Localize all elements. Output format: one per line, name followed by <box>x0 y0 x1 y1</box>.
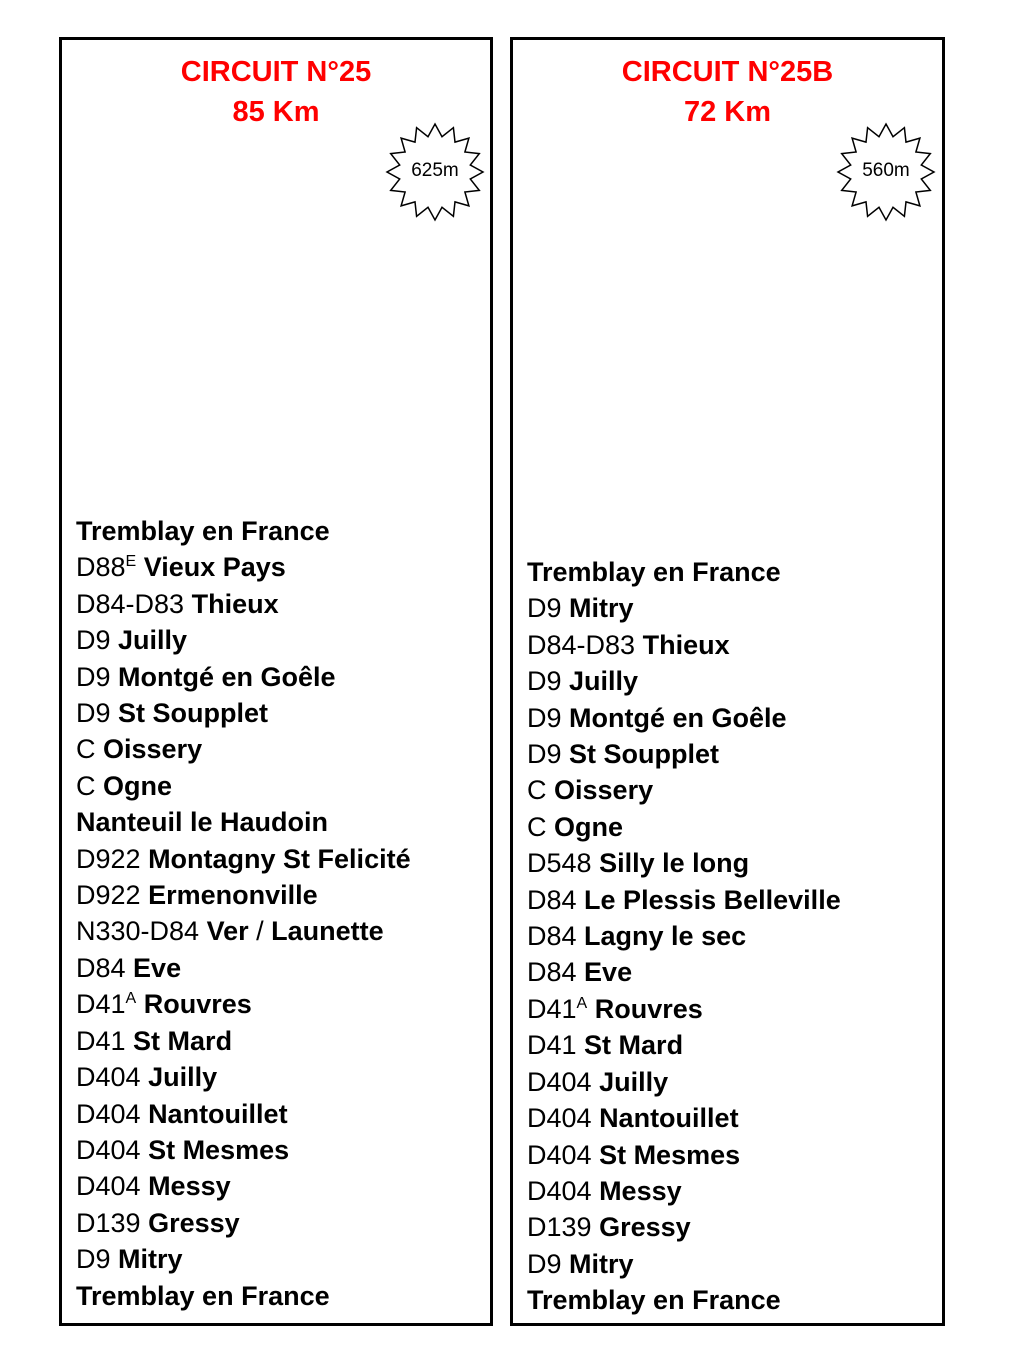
place-name: Oissery <box>103 734 203 765</box>
route-step <box>76 950 411 986</box>
place-name: Thieux <box>191 588 279 619</box>
road-suffix: A <box>576 994 588 1012</box>
route-step <box>527 736 841 772</box>
route-step <box>527 772 841 808</box>
place-name: Launette <box>271 916 384 947</box>
route-step <box>76 1278 411 1314</box>
route-step <box>527 590 841 626</box>
route-step <box>527 700 841 736</box>
route-step <box>76 1023 411 1059</box>
route-step <box>527 1027 841 1063</box>
place-separator: / <box>248 916 272 947</box>
place-name: Nanteuil le Haudoin <box>76 807 329 838</box>
road-number: D41 <box>527 993 577 1024</box>
place-name: Tremblay en France <box>527 557 781 587</box>
route-step <box>527 554 841 590</box>
place-name: Gressy <box>599 1212 691 1243</box>
place-name: St Mard <box>133 1025 233 1056</box>
route-step <box>76 1241 411 1277</box>
place-name: Juilly <box>569 666 639 697</box>
place-name: Oissery <box>554 775 654 806</box>
route-step <box>527 845 841 881</box>
place-name: Vieux Pays <box>143 552 286 583</box>
place-name: Juilly <box>118 625 188 656</box>
road-number: D84 <box>527 957 577 988</box>
place-name: Rouvres <box>143 989 252 1020</box>
route-step <box>527 627 841 663</box>
route-step <box>76 549 411 585</box>
road-number: D9 <box>527 702 562 733</box>
road-number: D9 <box>76 625 111 656</box>
elevation-gain-text: 625m <box>411 160 459 181</box>
circuit-name: CIRCUIT N°25 <box>180 56 372 88</box>
circuit-name: CIRCUIT N°25B <box>621 56 834 88</box>
route-step <box>527 663 841 699</box>
place-name: Mitry <box>118 1244 183 1275</box>
route-step <box>76 586 411 622</box>
place-name: Mitry <box>569 1248 634 1279</box>
road-number: D9 <box>527 593 562 624</box>
road-number: D41 <box>76 989 126 1020</box>
road-number: D9 <box>527 1248 562 1279</box>
place-name: St Soupplet <box>118 698 269 729</box>
route-step <box>76 804 411 840</box>
road-number: D84-D83 <box>527 629 636 660</box>
place-name: Montgé en Goêle <box>118 661 336 692</box>
place-name: Messy <box>599 1175 682 1206</box>
route-step <box>527 991 841 1027</box>
place-name: Eve <box>133 952 182 983</box>
road-number: D84 <box>76 952 126 983</box>
route-step <box>527 1173 841 1209</box>
place-name: Lagny le sec <box>584 921 747 952</box>
road-suffix: E <box>125 553 137 571</box>
road-number: C <box>76 770 96 801</box>
road-number: D139 <box>527 1212 592 1243</box>
place-name: Tremblay en France <box>76 1280 330 1311</box>
place-name: Thieux <box>642 629 730 660</box>
place-name: Mitry <box>569 593 634 624</box>
road-number: C <box>76 734 96 765</box>
place-name: Juilly <box>148 1062 218 1093</box>
road-suffix: A <box>125 990 137 1008</box>
road-number: D84 <box>527 884 577 915</box>
road-number: D41 <box>76 1025 126 1056</box>
road-number: D404 <box>76 1134 141 1165</box>
place-name: Ogne <box>103 770 173 801</box>
road-number: D922 <box>76 843 141 874</box>
place-name: Le Plessis Belleville <box>584 884 841 915</box>
road-number: D9 <box>76 661 111 692</box>
route-step <box>527 809 841 845</box>
route-step <box>76 659 411 695</box>
road-number: D404 <box>76 1098 141 1129</box>
place-name: Ver <box>206 916 249 947</box>
elevation-starburst-badge <box>385 122 485 222</box>
elevation-starburst-badge <box>836 122 936 222</box>
place-name: Rouvres <box>594 993 703 1024</box>
place-name: St Soupplet <box>569 739 720 770</box>
road-number: D9 <box>527 666 562 697</box>
road-number: D404 <box>527 1066 592 1097</box>
road-number: D84-D83 <box>76 588 185 619</box>
circuit-distance: 85 Km <box>232 96 320 128</box>
place-name: Tremblay en France <box>76 516 330 546</box>
route-step <box>76 1132 411 1168</box>
circuit-title <box>513 52 942 132</box>
circuit-title <box>62 52 490 132</box>
circuit-panel-25 <box>59 37 493 1326</box>
place-name: Nantouillet <box>148 1098 288 1129</box>
place-name: St Mesmes <box>599 1139 741 1170</box>
road-number: D41 <box>527 1030 577 1061</box>
place-name: Tremblay en France <box>527 1285 781 1316</box>
road-number: D9 <box>76 1244 111 1275</box>
route-step <box>527 882 841 918</box>
road-number: D922 <box>76 880 141 911</box>
road-number: D9 <box>76 698 111 729</box>
route-step <box>76 731 411 767</box>
elevation-gain-text: 560m <box>862 160 910 181</box>
road-number: D404 <box>527 1175 592 1206</box>
place-name: St Mesmes <box>148 1134 290 1165</box>
route-step <box>76 695 411 731</box>
road-number: C <box>527 775 547 806</box>
road-number: D139 <box>76 1207 141 1238</box>
road-number: D88 <box>76 552 126 583</box>
place-name: Nantouillet <box>599 1103 739 1134</box>
route-step <box>76 513 411 549</box>
route-step <box>527 1209 841 1245</box>
route-step <box>76 1168 411 1204</box>
place-name: St Mard <box>584 1030 684 1061</box>
place-name: Juilly <box>599 1066 669 1097</box>
circuit-distance: 72 Km <box>683 96 772 128</box>
route-step <box>527 1282 841 1318</box>
place-name: Gressy <box>148 1207 240 1238</box>
route-step <box>76 986 411 1022</box>
road-number: D404 <box>527 1139 592 1170</box>
route-step <box>527 1137 841 1173</box>
place-name: Montgé en Goêle <box>569 702 787 733</box>
road-number: C <box>527 811 547 842</box>
road-number: D548 <box>527 848 592 879</box>
circuit-panel-25b <box>510 37 945 1326</box>
route-step <box>76 768 411 804</box>
route-step <box>76 913 411 949</box>
place-name: Montagny St Felicité <box>148 843 411 874</box>
road-number: D84 <box>527 921 577 952</box>
road-number: N330-D84 <box>76 916 200 947</box>
route-step <box>76 1059 411 1095</box>
route-step <box>76 841 411 877</box>
place-name: Messy <box>148 1171 231 1202</box>
route-step <box>76 1096 411 1132</box>
place-name: Ermenonville <box>148 880 318 911</box>
route-step <box>527 1064 841 1100</box>
route-step <box>527 1100 841 1136</box>
place-name: Ogne <box>554 811 624 842</box>
road-number: D404 <box>76 1062 141 1093</box>
place-name: Eve <box>584 957 633 988</box>
route-step <box>76 1205 411 1241</box>
route-list <box>76 513 411 1314</box>
route-step <box>527 1246 841 1282</box>
route-list <box>527 554 841 1319</box>
road-number: D404 <box>76 1171 141 1202</box>
route-step <box>76 877 411 913</box>
road-number: D404 <box>527 1103 592 1134</box>
road-number: D9 <box>527 739 562 770</box>
route-step <box>76 622 411 658</box>
place-name: Silly le long <box>599 848 750 879</box>
route-step <box>527 954 841 990</box>
route-step <box>527 918 841 954</box>
